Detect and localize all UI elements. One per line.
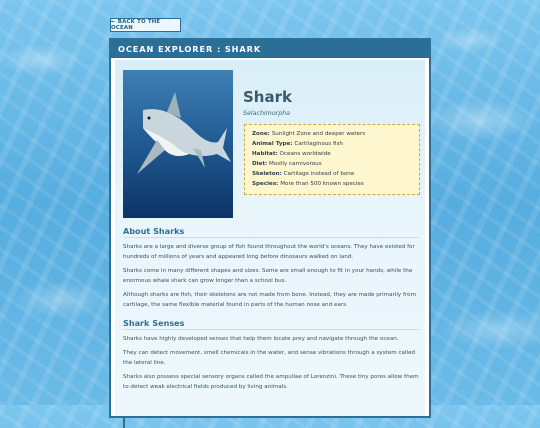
senses-paragraph: They can detect movement, smell chemicals in the water, and sense vibrations through a system called the lateral line. [123, 350, 416, 366]
scientific-name: Selachimorpha [243, 110, 291, 117]
card-body [115, 60, 425, 416]
shark-photo [123, 70, 233, 218]
about-section-title: About Sharks [123, 226, 419, 238]
about-paragraph: Sharks are a large and diverse group of fish found throughout the world's oceans. They have existed for hundreds of millions of years and appeared long before dinosaurs walked on land. [123, 244, 415, 260]
senses-section-title: Shark Senses [123, 318, 419, 330]
next-section-marker [123, 418, 125, 428]
fact-row: Zone: Sunlight Zone and deeper waters [252, 131, 366, 137]
animal-name: Shark [243, 88, 292, 106]
fact-row: Habitat: Oceans worldwide [252, 151, 331, 157]
back-to-ocean-button[interactable]: ← BACK TO THE OCEAN [110, 18, 181, 32]
senses-paragraph: Sharks also possess special sensory organs called the ampullae of Lorenzini. These tiny pores allow them to detect weak electrical fields produced by living animals. [123, 374, 419, 390]
page-title: OCEAN EXPLORER : SHARK [111, 40, 429, 58]
fact-row: Species: More than 500 known species [252, 181, 364, 187]
about-paragraph: Although sharks are fish, their skeletons are not made from bone. Instead, they are made primarily from cartilage, the same flexible material found in parts of the human nose and ears. [123, 292, 417, 308]
animal-card [109, 38, 431, 418]
senses-paragraph: Sharks have highly developed senses that help them locate prey and navigate through the ocean. [123, 336, 399, 342]
facts-box [244, 124, 420, 195]
fact-row: Animal Type: Cartilaginous fish [252, 141, 343, 147]
about-paragraph: Sharks come in many different shapes and sizes. Some are small enough to fit in your hands, while the enormous whale shark can grow longer than a school bus. [123, 268, 413, 284]
fact-row: Skeleton: Cartilage instead of bone [252, 171, 355, 177]
fact-row: Diet: Mostly carnivorous [252, 161, 322, 167]
